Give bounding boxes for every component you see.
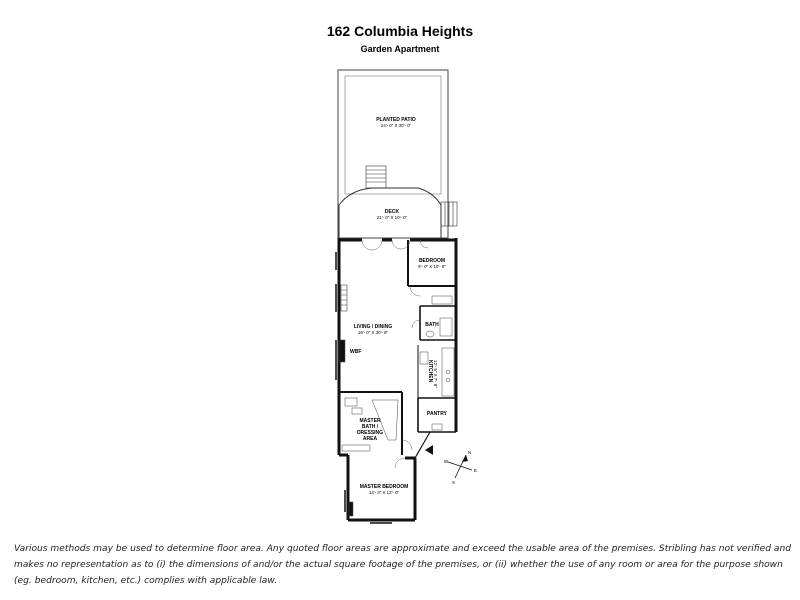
master-bath-line3: DRESSING [356,430,384,436]
kitchen-dims: 12'- 5" X 7'- 8" [433,360,438,388]
deck-dims: 21'- 0" X 10'- 0" [376,215,408,220]
living-dining-label: LIVING / DINING [353,324,393,330]
bath-label: BATH [425,322,439,328]
fixtures [339,285,454,516]
master-bath-line1: MASTER [359,418,381,424]
entry-arrow-icon [425,445,433,455]
disclaimer-text: Various methods may be used to determine floor area. Any quoted floor areas are approximate and exceed the usable area of the premises. Stribling has not verified and makes no representation as to (i) the dimensions of and/or the actual square footage of the premises, or (ii) whether the use of any room or area for the purpose shown (eg. bedroom, kitchen, etc.) complies with applicable law. [14,544,792,586]
master-bedroom-label: MASTER BEDROOM [359,484,409,490]
planted-patio-dims: 24'- 0" X 30'- 0" [380,123,412,128]
plan-subtitle: Garden Apartment [360,44,440,54]
deck [339,166,457,238]
compass-e: E [474,468,477,473]
windows [336,252,392,523]
master-bath-line4: AREA [362,436,378,442]
planted-patio-label: PLANTED PATIO [376,117,416,123]
living-dining-dims: 16'- 0" X 30'- 8" [357,330,389,335]
master-bath-line2: BATH / [361,424,379,430]
compass-rose [444,450,477,485]
wbf-label: WBF [350,349,362,355]
bedroom-label: BEDROOM [418,258,446,264]
compass-s: S [452,480,455,485]
master-bedroom-dims: 14'- 3" X 12'- 0" [368,490,400,495]
compass-n: N [468,450,472,455]
deck-label: DECK [384,209,400,215]
compass-w: W [444,459,449,464]
bedroom-dims: 9'- 0" X 10'- 9" [418,264,446,269]
plan-title: 162 Columbia Heights [326,23,474,39]
kitchen-label: KITCHEN [427,360,433,383]
pantry-label: PANTRY [427,411,447,417]
